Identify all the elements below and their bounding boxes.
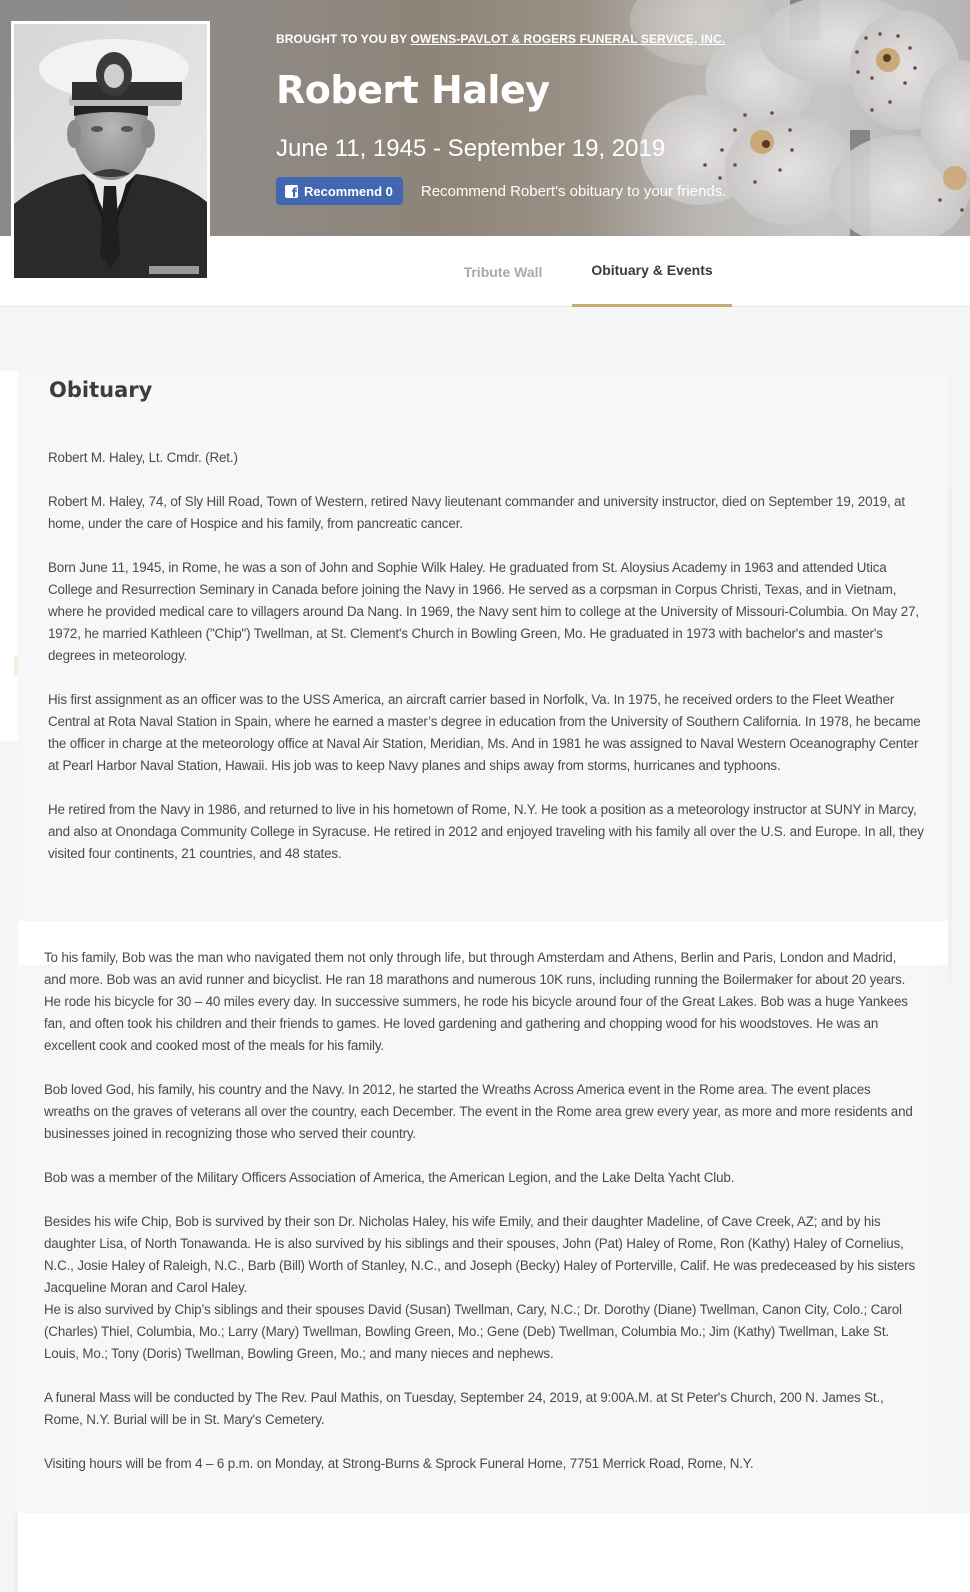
obituary-paragraph: Bob was a member of the Military Officers Association of America, the American Legion, and the Lake Delta Yacht Club.: [44, 1170, 735, 1185]
obituary-paragraph: Robert M. Haley, Lt. Cmdr. (Ret.): [48, 450, 238, 465]
life-dates: June 11, 1945 - September 19, 2019: [276, 135, 666, 162]
obituary-paragraph: Born June 11, 1945, in Rome, he was a son of John and Sophie Wilk Haley. He graduated from St. Aloysius Academy in 1963 and attended Utica College and Resurrection Seminary in Canada before joining the Navy in 1966. He served as a corpsman in Corpus Christi, Texas, and in Vietnam, where he provided medical care to villagers around Da Nang. In 1969, the Navy sent him to college at the University of Missouri-Columbia. On May 27, 1972, he married Kathleen ("Chip") Twellman, at St. Clement's Church in Bowling Green, Mo. He graduated in 1973 with bachelor's and master's degrees in meteorology.: [48, 560, 919, 663]
bottom-left-edge: [14, 1513, 18, 1592]
tab-obituary-events[interactable]: Obituary & Events: [572, 236, 732, 307]
obituary-paragraph: He is also survived by Chip’s siblings and their spouses David (Susan) Twellman, Cary, N.C.; Dr. Dorothy (Diane) Twellman, Canon City, Colo.; Carol (Charles) Thiel, Columbia, Mo.; Larry (Mary) Twellman, Bowling Green, Mo.; Gene (Deb) Twellman, Columbia Mo.; Jim (Kathy) Twellman, Lake St. Louis, Mo.; Tony (Doris) Twellman, Bowling Green, Mo.; and many nieces and nephews.: [44, 1302, 902, 1361]
obituary-paragraph: To his family, Bob was the man who navigated them not only through life, but through Amsterdam and Athens, Berlin and Paris, London and Madrid, and more. Bob was an avid runner and bicyclist. He ran 18 marathons and numerous 10K runs, including running the Boilermaker for about 20 years. He rode his bicycle for 30 – 40 miles every day. In successive summers, he rode his bicycle around four of the Great Lakes. Bob was a huge Yankees fan, and often took his children and their friends to games. He loved gardening and gathering and chopping wood for his woodstoves. He was an excellent cook and cooked most of the meals for his family.: [44, 950, 908, 1053]
obituary-heading: Obituary: [49, 378, 153, 402]
obituary-paragraph: Visiting hours will be from 4 – 6 p.m. on Monday, at Strong-Burns & Sprock Funeral Home, 7751 Merrick Road, Rome, N.Y.: [44, 1456, 754, 1471]
panel-edge: [948, 488, 952, 980]
obituary-paragraph: His first assignment as an officer was to the USS America, an aircraft carrier based in Norfolk, Va. In 1975, he received orders to the Fleet Weather Central at Rota Naval Station in Spain, where he earned a master’s degree in education from the University of Southern California. In 1978, he became the officer in charge at the meteorology office at Naval Air Station, Meridian, Ms. And in 1981 he was assigned to Naval Western Oceanography Center at Pearl Harbor Naval Station, Hawaii. His job was to keep Navy planes and ships away from storms, hurricanes and typhoons.: [48, 692, 921, 773]
facebook-recommend-button[interactable]: [276, 177, 403, 205]
obituary-text: [48, 447, 928, 887]
facebook-icon: f: [285, 185, 298, 198]
deceased-name: Robert Haley: [276, 68, 550, 112]
recommend-row: [276, 177, 726, 205]
funeral-home-link[interactable]: OWENS-PAVLOT & ROGERS FUNERAL SERVICE, INC.: [410, 32, 726, 46]
tab-tribute-wall[interactable]: Tribute Wall: [463, 263, 543, 280]
brought-by-line: [276, 32, 725, 46]
bottom-area: [18, 1513, 970, 1592]
portrait-image: [14, 24, 207, 278]
left-sidebar-strip: [0, 371, 18, 741]
obituary-paragraph: Besides his wife Chip, Bob is survived by their son Dr. Nicholas Haley, his wife Emily, and their daughter Madeline, of Cave Creek, AZ; and by his daughter Lisa, of North Tonawanda. He is also survived by his siblings and their spouses, John (Pat) Haley of Rome, Ron (Kathy) Haley of Cornelius, N.C., Josie Haley of Raleigh, N.C., Barb (Bill) Worth of Stanley, N.C., and Joseph (Becky) Haley of Porterville, Calif. He was predeceased by his sisters Jacqueline Moran and Carol Haley.: [44, 1214, 916, 1295]
recommend-text: Recommend Robert's obituary to your friends.: [420, 182, 727, 200]
obituary-continued-text: [44, 947, 916, 1497]
recommend-button-label: Recommend 0: [304, 183, 393, 199]
brought-by-prefix: BROUGHT TO YOU BY: [276, 32, 411, 46]
obituary-paragraph: He retired from the Navy in 1986, and returned to live in his hometown of Rome, N.Y. He took a position as a meteorology instructor at SUNY in Marcy, and also at Onondaga Community College in Syracuse. He retired in 2012 and enjoyed traveling with his family all over the U.S. and Europe. In all, they visited four continents, 21 countries, and 48 states.: [48, 802, 924, 861]
portrait-photo: [11, 21, 210, 278]
obituary-paragraph: Bob loved God, his family, his country and the Navy. In 2012, he started the Wreaths Across America event in the Rome area. The event places wreaths on the graves of veterans all over the country, each December. The event in the Rome area grew every year, as more and more residents and businesses joined in recognizing those who served their country.: [44, 1082, 913, 1141]
obituary-paragraph: Robert M. Haley, 74, of Sly Hill Road, Town of Western, retired Navy lieutenant commander and university instructor, died on September 19, 2019, at home, under the care of Hospice and his family, from pancreatic cancer.: [48, 494, 905, 531]
obituary-paragraph: A funeral Mass will be conducted by The Rev. Paul Mathis, on Tuesday, September 24, 2019, at 9:00A.M. at St Peter's Church, 200 N. James St., Rome, N.Y. Burial will be in St. Mary's Cemetery.: [44, 1390, 884, 1427]
